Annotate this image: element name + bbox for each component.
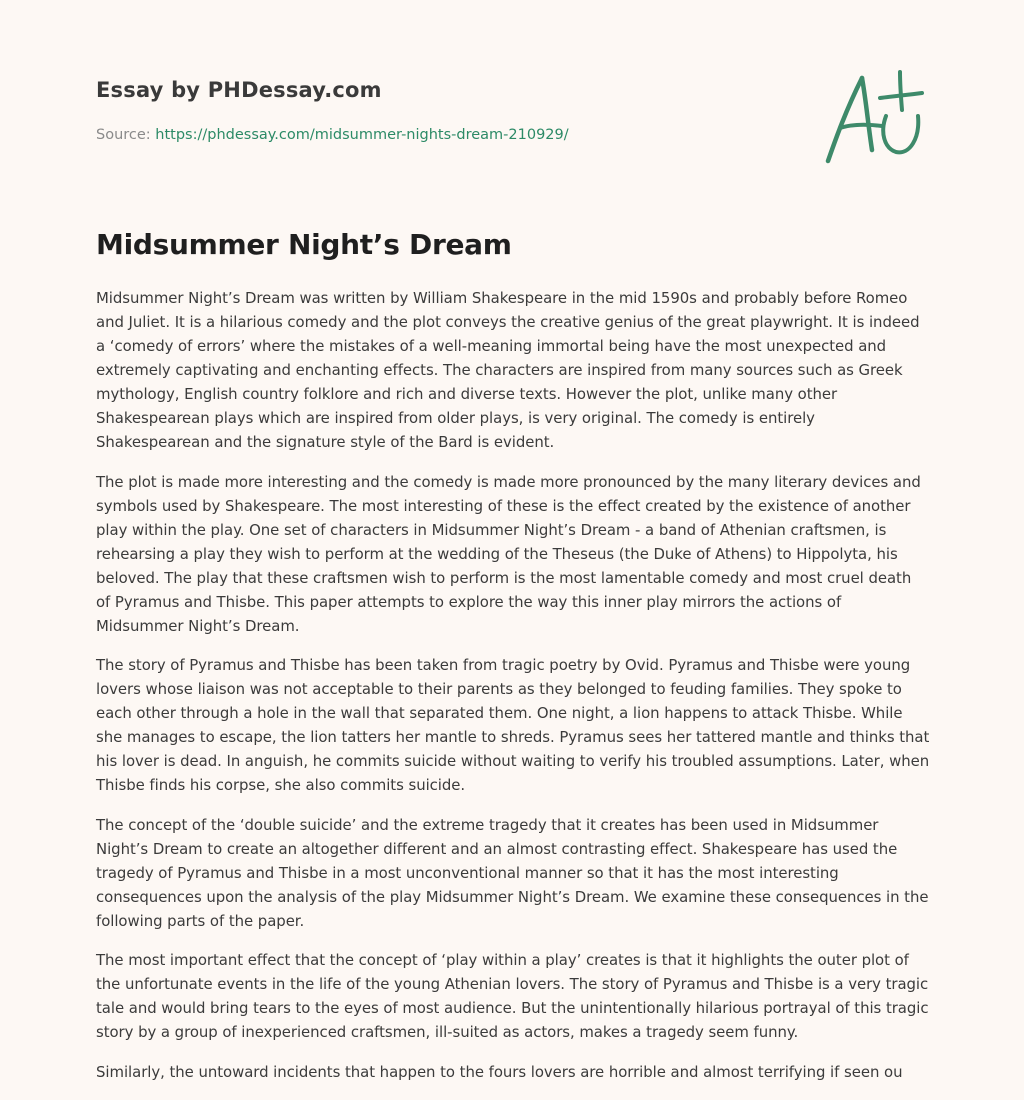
- essay-content: [96, 226, 930, 1099]
- essay-title: Midsummer Night’s Dream: [96, 228, 512, 261]
- essay-header: [96, 76, 796, 145]
- source-label: Source:: [96, 127, 156, 143]
- essay-paragraph: The story of Pyramus and Thisbe has been taken from tragic poetry by Ovid. Pyramus and Thisbe were young lovers whose liaison was not acceptable to their parents as they belonged to feuding families. They spoke to each other through a hole in the wall that separated them. One night, a lion happens to attack Thisbe. While she manages to escape, the lion tatters her mantle to shreds. Pyramus sees her tattered mantle and thinks that his lover is dead. In anguish, he commits suicide without waiting to verify his troubled assumptions. Later, when Thisbe finds his corpse, she also commits suicide.: [96, 656, 930, 794]
- site-brand-title: Essay by PHDessay.com: [96, 78, 382, 102]
- essay-paragraph: The concept of the ‘double suicide’ and the extreme tragedy that it creates has been used in Midsummer Night’s Dream to create an altogether different and an almost contrasting effect. Shakespeare has used the tragedy of Pyramus and Thisbe in a most unconventional manner so that it has the most interesting consequences upon the analysis of the play Midsummer Night’s Dream. We examine these consequences in the following parts of the paper.: [96, 815, 929, 930]
- essay-body: [96, 286, 930, 1084]
- source-line: [96, 125, 796, 145]
- essay-paragraph: Similarly, the untoward incidents that happen to the fours lovers are horrible and almost terrifying if seen ou: [96, 1062, 903, 1081]
- a-plus-grade-icon: [822, 68, 926, 164]
- essay-paragraph: The plot is made more interesting and the comedy is made more pronounced by the many literary devices and symbols used by Shakespeare. The most interesting of these is the effect created by the existence of another play within the play. One set of characters in Midsummer Night’s Dream - a band of Athenian craftsmen, is rehearsing a play they wish to perform at the wedding of the Theseus (the Duke of Athens) to Hippolyta, his beloved. The play that these craftsmen wish to perform is the most lamentable comedy and most cruel death of Pyramus and Thisbe. This paper attempts to explore the way this inner play mirrors the actions of Midsummer Night’s Dream.: [96, 472, 921, 635]
- essay-paragraph: The most important effect that the concept of ‘play within a play’ creates is that it highlights the outer plot of the unfortunate events in the life of the young Athenian lovers. The story of Pyramus and Thisbe is a very tragic tale and would bring tears to the eyes of most audience. But the unintentionally hilarious portrayal of this tragic story by a group of inexperienced craftsmen, ill-suited as actors, makes a tragedy seem funny.: [96, 951, 929, 1041]
- essay-paragraph: Midsummer Night’s Dream was written by William Shakespeare in the mid 1590s and probably before Romeo and Juliet. It is a hilarious comedy and the plot conveys the creative genius of the great playwright. It is indeed a ‘comedy of errors’ where the mistakes of a well-meaning immortal being have the most unexpected and extremely captivating and enchanting effects. The characters are inspired from many sources such as Greek mythology, English country folklore and rich and diverse texts. However the plot, unlike many other Shakespearean plays which are inspired from older plays, is very original. The comedy is entirely Shakespearean and the signature style of the Bard is evident.: [96, 289, 920, 451]
- source-link[interactable]: https://phdessay.com/midsummer-nights-dream-210929/: [155, 127, 569, 143]
